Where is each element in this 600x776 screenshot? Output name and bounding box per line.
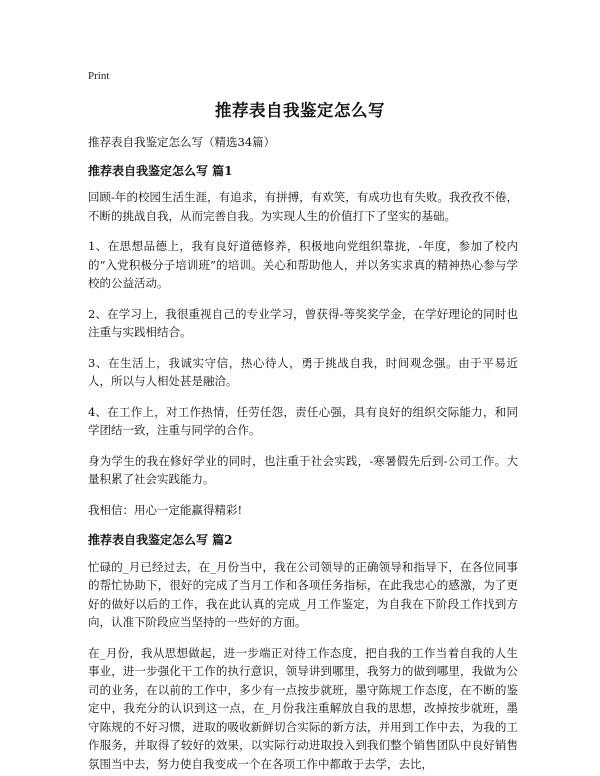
paragraph: 在_月份，我从思想做起，进一步端正对待工作态度，把自我的工作当着自我的人生事业，进一步强化干工作的执行意识，领导讲到哪里，我努力的做到哪里，我做为公司的业务，在以前的工作中，多少有一点按步就班，墨守陈规工作态度，在不断的鉴定中，我充分的认识到这一点，在_月份我注重解放自我的思想，改掉按步就班，墨守陈规的不好习惯，进取的吸收新鲜切合实际的新方法，并用到工作中去，为我的工作服务，并取得了较好的效果，以实际行动进取投入到我们整个销售团队中良好销售氛围当中去，努力使自我变成一个在各项工作中都敢于去学，去比， (88, 645, 518, 771)
section-2-heading: 推荐表自我鉴定怎么写 篇2 (88, 533, 233, 547)
document-title: 推荐表自我鉴定怎么写 (215, 101, 385, 120)
paragraph: 1、在思想品德上，我有良好道德修养，积极地向党组织靠拢，-年度，参加了校内的“入党积极分子培训班”的培训。关心和帮助他人，并以务实求真的精神热心参与学校的公益活动。 (88, 239, 518, 290)
paragraph: 3、在生活上，我诚实守信，热心待人，勇于挑战自我，时间观念强。由于平易近人，所以与人相处甚是融洽。 (88, 355, 518, 388)
document-subtitle: 推荐表自我鉴定怎么写（精选34篇） (88, 135, 276, 149)
section-1-heading: 推荐表自我鉴定怎么写 篇1 (88, 163, 233, 178)
paragraph: 4、在工作上，对工作热情，任劳任怨，责任心强，具有良好的组织交际能力，和同学团结一致，注重与同学的合作。 (88, 404, 518, 437)
paragraph: 身为学生的我在修好学业的同时，也注重于社会实践，-寒暑假先后到-公司工作。大量积累了社会实践能力。 (88, 453, 518, 486)
paragraph: 2、在学习上，我很重视自己的专业学习，曾获得-等奖奖学金，在学好理论的同时也注重与实践相结合。 (88, 306, 518, 339)
print-link[interactable]: Print (88, 70, 110, 82)
paragraph: 回顾-年的校园生活生涯，有追求，有拼搏，有欢笑，有成功也有失败。我孜孜不倦，不断的挑战自我，从而完善自我。为实现人生的价值打下了坚实的基础。 (88, 190, 518, 223)
document-body (88, 133, 518, 776)
paragraph: 忙碌的_月已经过去，在_月份当中，我在公司领导的正确领导和指导下，在各位同事的帮忙协助下，很好的完成了当月工作和各项任务指标，在此我忠心的感激，为了更好的做好以后的工作，我在此认真的完成_月工作鉴定，为自我在下阶段工作找到方向，认准下阶段应当坚持的一些好的方面。 (88, 559, 518, 629)
paragraph: 我相信：用心一定能赢得精彩! (88, 502, 243, 517)
